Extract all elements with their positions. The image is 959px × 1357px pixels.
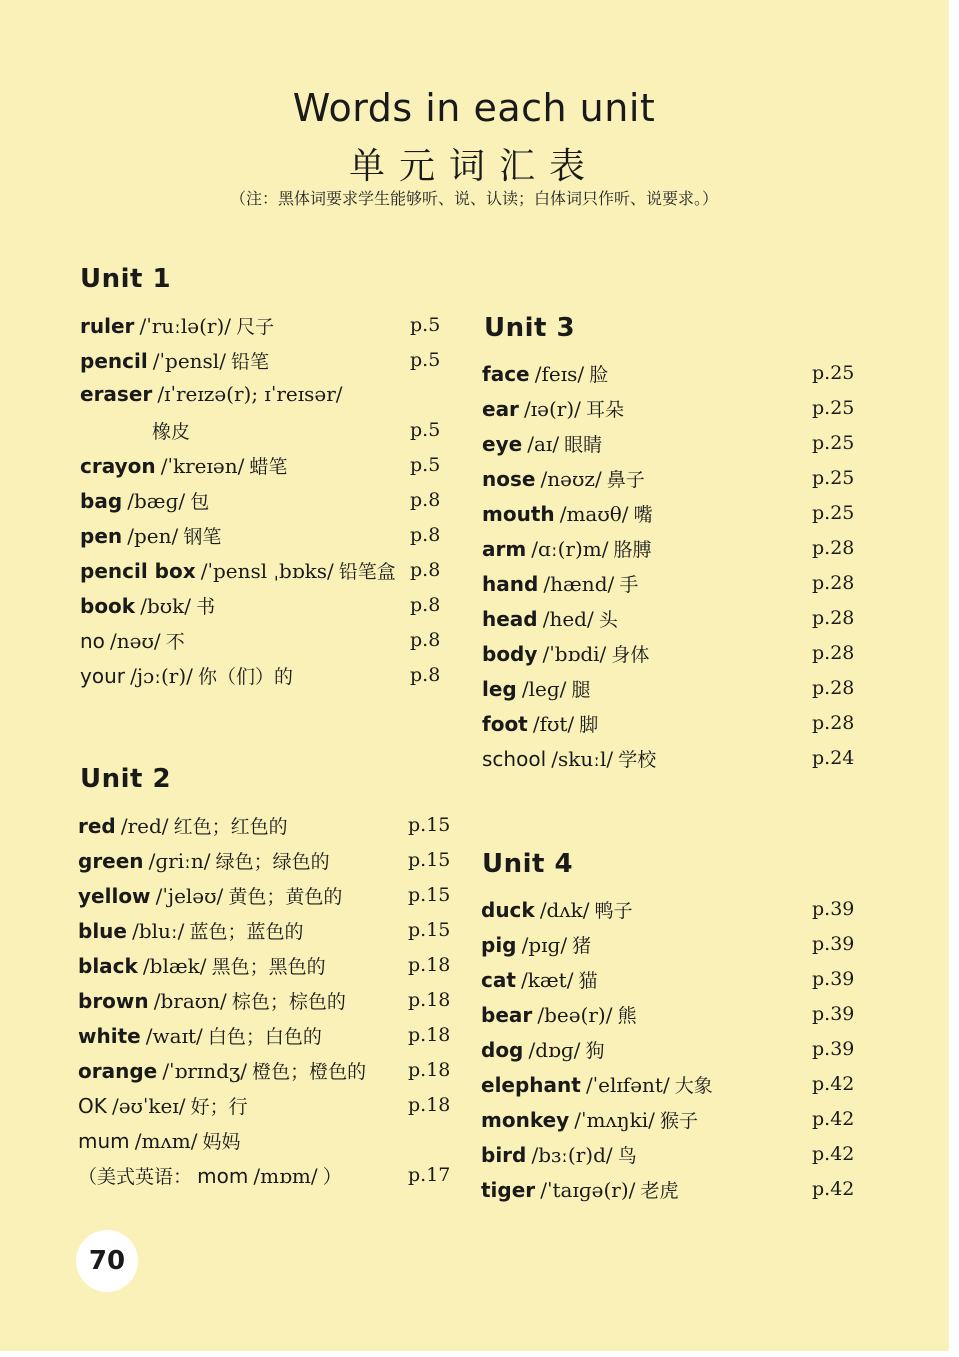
vocab-entry-eraser bbox=[80, 382, 343, 412]
vocab-word: bag bbox=[80, 489, 123, 513]
vocab-word: brown bbox=[78, 989, 149, 1013]
vocab-meaning: 腿 bbox=[571, 679, 591, 701]
vocab-meaning: 绿色；绿色的 bbox=[215, 851, 330, 873]
vocab-page-ref: p.25 bbox=[812, 397, 855, 419]
vocab-meaning: 猫 bbox=[578, 970, 598, 992]
vocab-entry-red bbox=[78, 812, 451, 842]
vocab-page-ref: p.8 bbox=[410, 524, 441, 546]
vocab-entry-school bbox=[482, 745, 855, 775]
vocab-meaning: 胳膊 bbox=[613, 539, 652, 561]
vocab-page-ref: p.18 bbox=[408, 1059, 451, 1081]
vocab-phonetic: /jɔː(r)/ bbox=[130, 664, 193, 688]
vocab-meaning: 狗 bbox=[585, 1040, 605, 1062]
vocab-word: dog bbox=[481, 1038, 524, 1062]
vocab-word: head bbox=[482, 607, 538, 631]
vocab-meaning: 脚 bbox=[579, 714, 599, 736]
unit-2-heading: Unit 2 bbox=[80, 764, 172, 794]
vocab-meaning: 大象 bbox=[674, 1075, 713, 1097]
vocab-phonetic: /ɑː(r)m/ bbox=[531, 537, 609, 561]
vocab-word: pig bbox=[481, 933, 517, 957]
vocab-page-ref: p.25 bbox=[812, 432, 855, 454]
unit-4-heading: Unit 4 bbox=[482, 849, 574, 879]
vocab-phonetic: /maʊθ/ bbox=[559, 502, 629, 526]
vocab-phonetic: /əʊˈkeɪ/ bbox=[111, 1094, 186, 1118]
vocab-entry-pencil bbox=[80, 347, 441, 377]
vocab-entry-your bbox=[80, 662, 441, 692]
vocab-meaning: 黄色；黄色的 bbox=[228, 886, 343, 908]
vocab-page-ref: p.28 bbox=[812, 572, 855, 594]
vocab-note-suffix: ） bbox=[322, 1166, 342, 1188]
vocab-phonetic: /waɪt/ bbox=[145, 1024, 203, 1048]
unit-3-heading: Unit 3 bbox=[484, 313, 576, 343]
vocab-phonetic: /ˈmʌŋki/ bbox=[574, 1108, 655, 1132]
vocab-word: mouth bbox=[482, 502, 555, 526]
vocab-word: eraser bbox=[80, 382, 153, 406]
vocab-page-ref: p.42 bbox=[812, 1073, 855, 1095]
vocab-entry-tiger bbox=[481, 1176, 855, 1206]
vocab-meaning: 熊 bbox=[617, 1005, 637, 1027]
vocab-meaning: 学校 bbox=[618, 749, 657, 771]
vocab-meaning: 不 bbox=[165, 631, 185, 653]
vocab-page-ref: p.15 bbox=[408, 849, 451, 871]
vocab-entry-crayon bbox=[80, 452, 441, 482]
vocab-entry-bird bbox=[481, 1141, 855, 1171]
page-number: 70 bbox=[76, 1230, 138, 1292]
vocab-page-ref: p.39 bbox=[812, 933, 855, 955]
vocab-word: yellow bbox=[78, 884, 151, 908]
vocab-meaning: 鼻子 bbox=[606, 469, 645, 491]
vocab-meaning: 手 bbox=[619, 574, 639, 596]
vocab-word: red bbox=[78, 814, 116, 838]
vocab-meaning: 眼睛 bbox=[564, 434, 603, 456]
vocab-phonetic: /bæɡ/ bbox=[127, 489, 186, 513]
unit-1-heading: Unit 1 bbox=[80, 264, 172, 294]
vocab-entry-mom bbox=[78, 1162, 451, 1192]
vocab-word: tiger bbox=[481, 1178, 536, 1202]
vocab-phonetic: /pɪɡ/ bbox=[521, 933, 568, 957]
vocab-word: eye bbox=[482, 432, 523, 456]
usage-note: （注：黑体词要求学生能够听、说、认读；白体词只作听、说要求。） bbox=[229, 189, 718, 208]
vocab-phonetic: /hed/ bbox=[542, 607, 594, 631]
vocab-page-ref: p.25 bbox=[812, 362, 855, 384]
vocab-meaning: 铅笔 bbox=[231, 351, 270, 373]
vocab-phonetic: /nəʊ/ bbox=[110, 629, 161, 653]
vocab-entry-duck bbox=[481, 896, 855, 926]
vocab-entry-bag bbox=[80, 487, 441, 517]
vocab-word: leg bbox=[482, 677, 517, 701]
vocab-entry-green bbox=[78, 847, 451, 877]
vocab-phonetic: /braʊn/ bbox=[153, 989, 227, 1013]
vocab-phonetic: /ˈpensl/ bbox=[152, 349, 226, 373]
vocab-phonetic: /mʌm/ bbox=[134, 1129, 198, 1153]
vocab-entry-eye bbox=[482, 430, 855, 460]
vocab-word: nose bbox=[482, 467, 536, 491]
vocab-meaning: 包 bbox=[190, 491, 210, 513]
vocab-page-ref: p.5 bbox=[410, 314, 441, 336]
vocab-phonetic: /hænd/ bbox=[543, 572, 615, 596]
vocab-phonetic: /dɒɡ/ bbox=[528, 1038, 581, 1062]
vocab-phonetic: /red/ bbox=[120, 814, 169, 838]
vocab-phonetic: /leɡ/ bbox=[521, 677, 567, 701]
vocab-meaning: 书 bbox=[196, 596, 216, 618]
vocab-page-ref: p.28 bbox=[812, 677, 855, 699]
vocab-page-ref: p.39 bbox=[812, 1003, 855, 1025]
vocab-word: elephant bbox=[481, 1073, 581, 1097]
vocab-entry-black bbox=[78, 952, 451, 982]
vocab-entry-cat bbox=[481, 966, 855, 996]
vocab-word: arm bbox=[482, 537, 527, 561]
vocab-entry-book bbox=[80, 592, 441, 622]
page-title-english: Words in each unit bbox=[292, 86, 656, 130]
vocab-page-ref: p.25 bbox=[812, 502, 855, 524]
vocab-meaning: 蓝色；蓝色的 bbox=[189, 921, 304, 943]
vocab-phonetic: /pen/ bbox=[127, 524, 179, 548]
vocab-phonetic: /ˈjeləʊ/ bbox=[155, 884, 224, 908]
vocab-meaning: 猪 bbox=[572, 935, 592, 957]
vocab-word: OK bbox=[78, 1094, 107, 1118]
vocab-word: bear bbox=[481, 1003, 533, 1027]
vocab-meaning: 好；行 bbox=[190, 1096, 248, 1118]
vocab-phonetic: /skuːl/ bbox=[551, 747, 614, 771]
vocab-meaning: 头 bbox=[598, 609, 618, 631]
vocab-phonetic: /blæk/ bbox=[142, 954, 207, 978]
vocab-word: green bbox=[78, 849, 144, 873]
vocab-entry-orange bbox=[78, 1057, 451, 1087]
vocab-phonetic: /feɪs/ bbox=[534, 362, 585, 386]
vocab-page-ref: p.25 bbox=[812, 467, 855, 489]
vocab-entry-yellow bbox=[78, 882, 451, 912]
vocab-page-ref: p.28 bbox=[812, 537, 855, 559]
vocab-word: foot bbox=[482, 712, 528, 736]
vocab-entry-face bbox=[482, 360, 855, 390]
vocab-entry-white bbox=[78, 1022, 451, 1052]
vocab-word: bird bbox=[481, 1143, 527, 1167]
vocab-meaning: 鸭子 bbox=[594, 900, 633, 922]
vocab-note-prefix: （美式英语： bbox=[78, 1166, 193, 1188]
vocab-entry-bear bbox=[481, 1001, 855, 1031]
vocab-meaning: 钢笔 bbox=[183, 526, 222, 548]
vocab-phonetic: /ɪə(r)/ bbox=[524, 397, 581, 421]
vocab-meaning: 棕色；棕色的 bbox=[231, 991, 346, 1013]
vocab-meaning: 你（们）的 bbox=[197, 666, 293, 688]
vocab-phonetic: /aɪ/ bbox=[527, 432, 560, 456]
vocab-meaning: 猴子 bbox=[660, 1110, 699, 1132]
vocab-entry-hand bbox=[482, 570, 855, 600]
vocab-page-ref: p.42 bbox=[812, 1108, 855, 1130]
vocab-meaning: 脸 bbox=[589, 364, 609, 386]
page-edge-bottom bbox=[0, 1351, 959, 1357]
vocab-meaning: 妈妈 bbox=[202, 1131, 241, 1153]
vocab-word: pen bbox=[80, 524, 123, 548]
vocab-page-ref: p.18 bbox=[408, 954, 451, 976]
vocab-word: black bbox=[78, 954, 138, 978]
vocab-phonetic: /mɒm/ bbox=[253, 1164, 318, 1188]
vocab-entry-brown bbox=[78, 987, 451, 1017]
vocab-page-ref: p.15 bbox=[408, 814, 451, 836]
vocab-page-ref: p.39 bbox=[812, 898, 855, 920]
vocab-phonetic: /ɡriːn/ bbox=[148, 849, 211, 873]
vocab-meaning: 蜡笔 bbox=[249, 456, 288, 478]
vocab-page-ref: p.8 bbox=[410, 664, 441, 686]
vocab-page-ref: p.8 bbox=[410, 559, 441, 581]
vocab-entry-monkey bbox=[481, 1106, 855, 1136]
vocab-meaning: 耳朵 bbox=[586, 399, 625, 421]
vocab-entry-blue bbox=[78, 917, 451, 947]
vocab-phonetic: /ˈelɪfənt/ bbox=[585, 1073, 670, 1097]
vocab-meaning: 橙色；橙色的 bbox=[252, 1061, 367, 1083]
vocab-entry-nose bbox=[482, 465, 855, 495]
vocab-phonetic: /ˈtaɪɡə(r)/ bbox=[540, 1178, 636, 1202]
vocab-page-ref: p.15 bbox=[408, 919, 451, 941]
vocab-page-ref: p.8 bbox=[410, 489, 441, 511]
vocab-entry-ruler bbox=[80, 312, 441, 342]
vocab-phonetic: /dʌk/ bbox=[539, 898, 590, 922]
vocab-phonetic: /ˈruːlə(r)/ bbox=[139, 314, 232, 338]
vocab-page-ref: p.28 bbox=[812, 642, 855, 664]
vocab-word: mum bbox=[78, 1129, 130, 1153]
vocab-meaning: 白色；白色的 bbox=[207, 1026, 322, 1048]
vocab-meaning: 橡皮 bbox=[152, 421, 191, 443]
vocab-page-ref: p.18 bbox=[408, 1094, 451, 1116]
vocab-word: no bbox=[80, 629, 105, 653]
vocab-page-ref: p.15 bbox=[408, 884, 451, 906]
vocab-word: hand bbox=[482, 572, 539, 596]
vocab-entry-dog bbox=[481, 1036, 855, 1066]
vocab-word: orange bbox=[78, 1059, 158, 1083]
vocab-word: blue bbox=[78, 919, 127, 943]
vocab-entry-pig bbox=[481, 931, 855, 961]
vocab-word: face bbox=[482, 362, 530, 386]
vocab-phonetic: /ˈɒrɪndʒ/ bbox=[162, 1059, 248, 1083]
vocab-entry-no bbox=[80, 627, 441, 657]
vocab-page-ref: p.42 bbox=[812, 1178, 855, 1200]
vocab-page-ref: p.8 bbox=[410, 594, 441, 616]
vocab-entry-leg bbox=[482, 675, 855, 705]
vocab-page-ref: p.8 bbox=[410, 629, 441, 651]
vocab-page-ref: p.24 bbox=[812, 747, 855, 769]
vocab-word: crayon bbox=[80, 454, 156, 478]
vocab-phonetic: /fʊt/ bbox=[532, 712, 575, 736]
vocab-page-ref: p.28 bbox=[812, 712, 855, 734]
vocab-word: monkey bbox=[481, 1108, 570, 1132]
vocab-meaning: 鸟 bbox=[617, 1145, 637, 1167]
vocab-phonetic: /bɜː(r)d/ bbox=[531, 1143, 613, 1167]
vocab-page-ref: p.17 bbox=[408, 1164, 451, 1186]
vocab-page-ref: p.39 bbox=[812, 1038, 855, 1060]
vocab-page-ref: p.5 bbox=[410, 349, 441, 371]
vocab-page-ref: p.18 bbox=[408, 1024, 451, 1046]
vocab-entry-arm bbox=[482, 535, 855, 565]
vocab-phonetic: /nəʊz/ bbox=[540, 467, 602, 491]
vocab-word: your bbox=[80, 664, 125, 688]
vocab-meaning: 老虎 bbox=[640, 1180, 679, 1202]
vocab-entry-pencil-box bbox=[80, 557, 441, 587]
vocab-phonetic: /ˈkreɪən/ bbox=[160, 454, 245, 478]
vocab-meaning: 身体 bbox=[611, 644, 650, 666]
vocab-word: cat bbox=[481, 968, 516, 992]
vocab-phonetic: /bʊk/ bbox=[140, 594, 192, 618]
vocab-page-ref: p.5 bbox=[410, 419, 441, 441]
vocab-phonetic: /ˈbɒdi/ bbox=[542, 642, 607, 666]
vocab-word: body bbox=[482, 642, 538, 666]
vocab-meaning: 红色；红色的 bbox=[173, 816, 288, 838]
vocab-word: duck bbox=[481, 898, 535, 922]
vocab-phonetic: /bluː/ bbox=[132, 919, 185, 943]
vocab-word: ruler bbox=[80, 314, 135, 338]
vocab-page-ref: p.28 bbox=[812, 607, 855, 629]
vocab-page-ref: p.42 bbox=[812, 1143, 855, 1165]
vocab-entry-head bbox=[482, 605, 855, 635]
vocab-entry-body bbox=[482, 640, 855, 670]
vocab-entry-mouth bbox=[482, 500, 855, 530]
vocab-entry-ok bbox=[78, 1092, 451, 1122]
vocab-word: pencil box bbox=[80, 559, 196, 583]
vocab-word: ear bbox=[482, 397, 519, 421]
vocab-meaning: 嘴 bbox=[633, 504, 653, 526]
page-title-chinese: 单元词汇表 bbox=[348, 146, 599, 187]
vocab-phonetic: /beə(r)/ bbox=[537, 1003, 613, 1027]
vocab-entry-mum bbox=[78, 1127, 241, 1157]
vocab-word: school bbox=[482, 747, 547, 771]
vocab-word: pencil bbox=[80, 349, 148, 373]
vocab-phonetic: /kæt/ bbox=[521, 968, 574, 992]
vocab-meaning: 尺子 bbox=[236, 316, 275, 338]
vocab-entry-ear bbox=[482, 395, 855, 425]
vocab-entry-foot bbox=[482, 710, 855, 740]
vocab-word: book bbox=[80, 594, 136, 618]
page-edge bbox=[949, 0, 959, 1357]
vocab-phonetic: /ɪˈreɪzə(r); ɪˈreɪsər/ bbox=[157, 382, 343, 406]
vocab-page-ref: p.5 bbox=[410, 454, 441, 476]
vocab-page-ref: p.18 bbox=[408, 989, 451, 1011]
vocab-word: white bbox=[78, 1024, 141, 1048]
vocab-phonetic: /ˈpensl ˌbɒks/ bbox=[200, 559, 334, 583]
vocab-entry-elephant bbox=[481, 1071, 855, 1101]
vocab-page-ref: p.39 bbox=[812, 968, 855, 990]
vocab-meaning: 黑色；黑色的 bbox=[211, 956, 326, 978]
vocab-word: mom bbox=[197, 1164, 249, 1188]
vocab-meaning: 铅笔盒 bbox=[338, 561, 396, 583]
vocab-entry-pen bbox=[80, 522, 441, 552]
